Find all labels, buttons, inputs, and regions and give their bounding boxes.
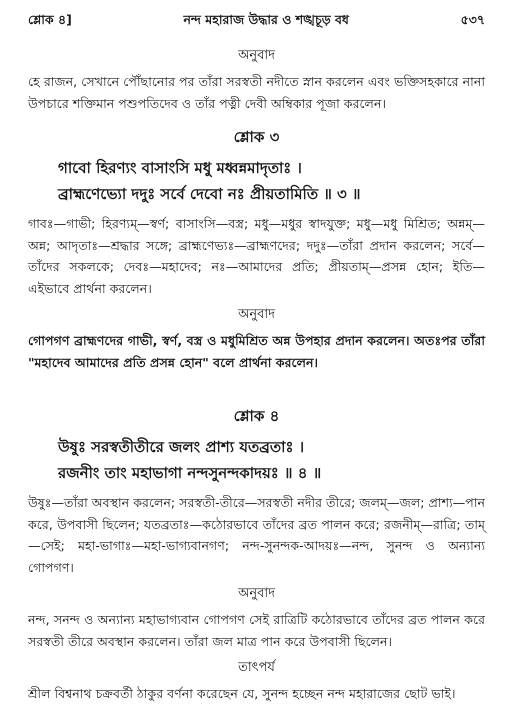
translation-heading: অনুবাদ	[238, 48, 275, 63]
synonyms-text: উষুঃ—তাঁরা অবস্থান করলেন; সরস্বতী-তীরে—সরস্বতী নদীর তীরে; জলম্—জল; প্রাশ্য—পান করে, উপবাসী ছিলেন; যতব্রতাঃ—কঠোরভাবে তাঁদের ব্রত পালন করে; রজনীম্—রাত্রি; তাম্—সেই; মহা-ভাগাঃ—মহা-ভাগ্যবানগণ; নন্দ-সুনন্দক-আদয়ঃ—নন্দ, সুনন্দ ও অন্যান্য গোপগণ।	[28, 495, 485, 575]
verse-line: ব্রাহ্মণেভ্যো দদুঃ সর্বে দেবো নঃ প্রীয়তামিতি ॥ ৩ ॥	[58, 185, 361, 203]
purport-heading: তাৎপর্য	[238, 660, 275, 675]
page-number: ৫৩৭	[460, 12, 485, 27]
translation-heading: অনুবাদ	[238, 307, 275, 322]
translation-heading: অনুবাদ	[238, 586, 275, 601]
header-title: নন্দ মহারাজ উদ্ধার ও শঙ্খচূড় বধ	[183, 12, 349, 27]
page-header	[28, 0, 485, 40]
purport-text: শ্রীল বিশ্বনাথ চক্রবর্তী ঠাকুর বর্ণনা করেছেন যে, সুনন্দ হচ্ছেন নন্দ মহারাজের ছোট ভাই।	[28, 686, 456, 701]
verse-line: গাবো হিরণ্যং বাসাংসি মধু মধ্বন্নমাদৃতাঃ ।	[58, 159, 302, 177]
verse-number: শ্লোক ৩	[233, 128, 280, 146]
verse-number: শ্লোক ৪	[233, 407, 280, 425]
synonyms-text: গাবঃ—গাভী; হিরণ্যম্—স্বর্ণ; বাসাংসি—বস্ত্র; মধু—মধুর স্বাদযুক্ত; মধু—মধু মিশ্রিত; অন্নম্—অন্ন; আদৃতাঃ—শ্রদ্ধার সঙ্গে; ব্রাহ্মণেভ্যঃ—ব্রাহ্মণদের; দদুঃ—তাঁরা প্রদান করলেন; সর্বে—তাঁদের সকলকে; দেবঃ—মহাদেব; নঃ—আমাদের প্রতি; প্রীয়তাম্—প্রসন্ন হোন; ইতি—এইভাবে প্রার্থনা করলেন।	[28, 216, 485, 296]
translation-text: নন্দ, সনন্দ ও অন্যান্য মহাভাগ্যবান গোপগণ সেই রাত্রিটি কঠোরভাবে তাঁদের ব্রত পালন করে সরস্বতী তীরে অবস্থান করলেন। তাঁরা জল মাত্র পান করে উপবাসী ছিলেন।	[28, 612, 485, 649]
translation-text: হে রাজন, সেখানে পৌঁছানোর পর তাঁরা সরস্বতী নদীতে স্নান করলেন এবং ভক্তিসহকারে নানা উপচারে শক্তিমান পশুপতিদেব ও তাঁর পত্নী দেবী অম্বিকার পূজা করলেন।	[28, 74, 485, 111]
verse-line: রজনীং তাং মহাভাগা নন্দসুনন্দকাদয়ঃ ॥ ৪ ॥	[58, 464, 322, 482]
verse-line: উষুঃ সরস্বতীতীরে জলং প্রাশ্য যতব্রতাঃ ।	[58, 438, 305, 456]
header-verse-ref: শ্লোক ৪]	[28, 12, 72, 27]
translation-text: গোপগণ ব্রাহ্মণদের গাভী, স্বর্ণ, বস্ত্র ও মধুমিশ্রিত অন্ন উপহার প্রদান করলেন। অতঃপর তাঁরা "মহাদেব আমাদের প্রতি প্রসন্ন হোন" বলে প্রার্থনা করলেন।	[28, 333, 485, 370]
